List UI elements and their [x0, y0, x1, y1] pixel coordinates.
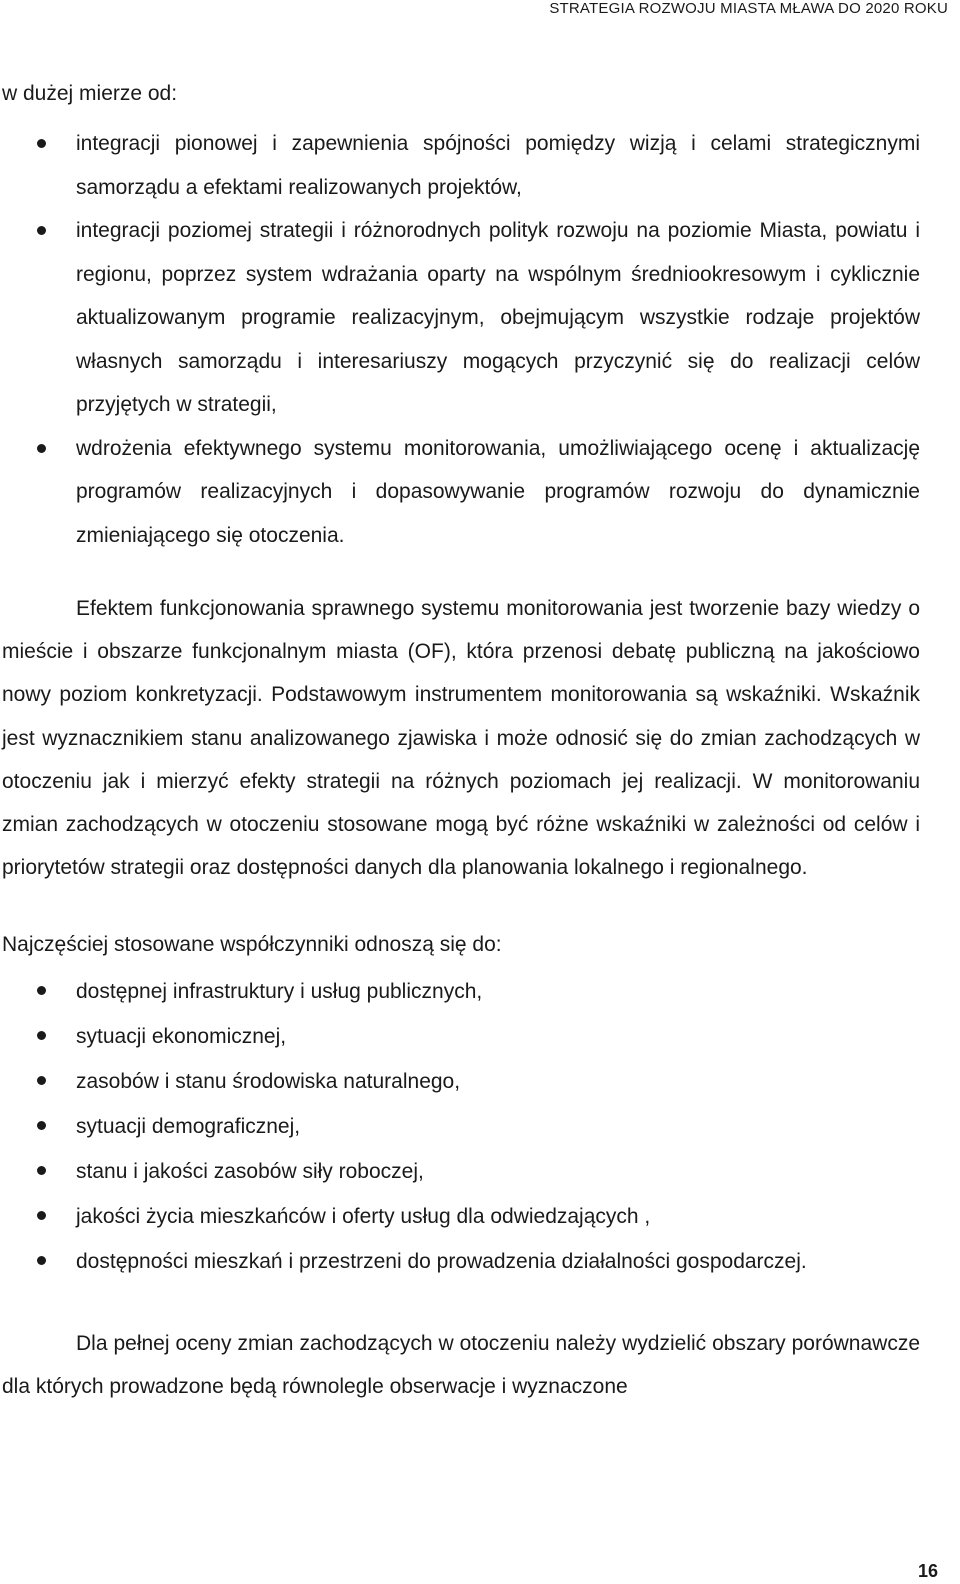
section3-intro: Najczęściej stosowane współczynniki odnoszą się do: — [2, 933, 502, 957]
monitoring-paragraph: Efektem funkcjonowania sprawnego systemu monitorowania jest tworzenie bazy wiedzy o mieście i obszarze funkcjonalnym miasta (OF), która przenosi debatę publiczną na jakościowo nowy poziom konkretyzacji. Podstawowym instrumentem monitorowania są wskaźniki. Wskaźnik jest wyznacznikiem stanu analizowanego zjawiska i może odnosić się do zmian zachodzących w otoczeniu jak i mierzyć efekty strategii na różnych poziomach jej realizacji. W monitorowaniu zmian zachodzących w otoczeniu stosowane mogą być różne wskaźniki w zależności od celów i priorytetów strategii oraz dostępności danych dla planowania lokalnego i regionalnego. — [2, 597, 920, 880]
bullet-item: zasobów i stanu środowiska naturalnego, — [2, 1059, 920, 1104]
page-number: 16 — [917, 1561, 938, 1581]
bullet-item: stanu i jakości zasobów siły roboczej, — [2, 1149, 920, 1194]
page-content — [2, 62, 920, 1408]
comparison-paragraph: Dla pełnej oceny zmian zachodzących w otoczeniu należy wydzielić obszary porównawcze dla których prowadzone będą równolegle obserwacje i wyznaczone — [2, 1331, 920, 1398]
bullet-item: integracji pionowej i zapewnienia spójności pomiędzy wizją i celami strategicznymi samorządu a efektami realizowanych projektów, — [2, 122, 920, 209]
bullet-item: dostępności mieszkań i przestrzeni do prowadzenia działalności gospodarczej. — [2, 1239, 920, 1284]
bullet-item: wdrożenia efektywnego systemu monitorowania, umożliwiającego ocenę i aktualizację programów realizacyjnych i dopasowywanie programów rozwoju do dynamicznie zmieniającego się otoczenia. — [2, 427, 920, 558]
bullet-item: integracji poziomej strategii i różnorodnych polityk rozwoju na poziomie Miasta, powiatu i regionu, poprzez system wdrażania oparty na wspólnym średniookresowym i cyklicznie aktualizowanym programie realizacyjnym, obejmującym wszystkie rodzaje projektów własnych samorządu i interesariuszy mogących przyczynić się do realizacji celów przyjętych w strategii, — [2, 209, 920, 427]
section1-intro: w dużej mierze od: — [2, 82, 178, 105]
spacer — [2, 557, 920, 587]
section1-bullet-list — [2, 122, 920, 557]
bullet-item: jakości życia mieszkańców i oferty usług dla odwiedzających , — [2, 1194, 920, 1239]
bullet-item: sytuacji demograficznej, — [2, 1104, 920, 1149]
spacer — [2, 1284, 920, 1322]
section3-bullet-list — [2, 969, 920, 1284]
bullet-item: sytuacji ekonomicznej, — [2, 1014, 920, 1059]
running-header: STRATEGIA ROZWOJU MIASTA MŁAWA DO 2020 ROKU — [549, 0, 948, 17]
bullet-item: dostępnej infrastruktury i usług publicznych, — [2, 969, 920, 1014]
spacer — [2, 889, 920, 923]
